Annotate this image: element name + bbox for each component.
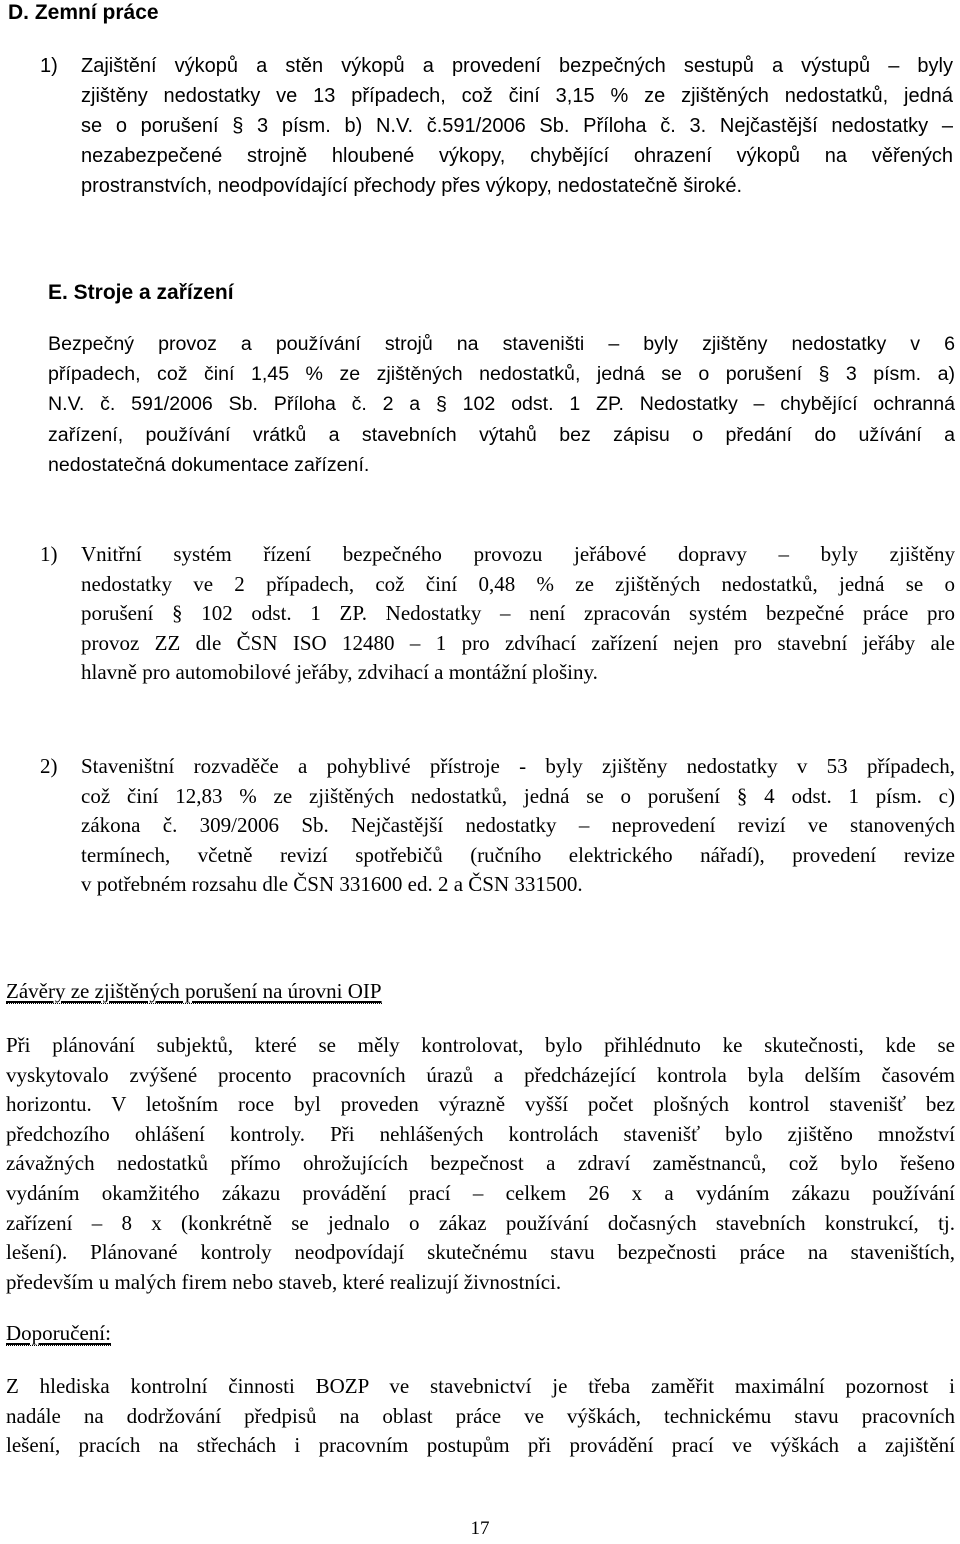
list-number: 2) <box>40 754 58 778</box>
paragraph-line: nadále na dodržování předpisů na oblast práce ve výškách, technickému stavu pracovních <box>6 1403 955 1428</box>
list-number: 1) <box>40 55 58 77</box>
paragraph-line: termínech, včetně revizí spotřebičů (ručního elektrického nářadí), provedení revize <box>81 842 955 867</box>
paragraph-line: nedostatky ve 2 případech, což činí 0,48 % ze zjištěných nedostatků, jedná se o <box>81 571 955 596</box>
conclusions-heading <box>6 977 382 1007</box>
list-number: 1) <box>40 542 58 566</box>
recommendation-paragraph <box>6 1372 955 1461</box>
paragraph-line: zařízení – 8 x (konkrétně se jednalo o zákaz používání dočasných stavebních konstrukcí, tj. <box>6 1210 955 1235</box>
paragraph-line: lešení). Plánované kontroly neodpovídají skutečnému stavu bezpečnosti práce na staveništích, <box>6 1240 955 1265</box>
paragraph-line: zařízení, používání vrátků a stavebních výtahů bez zápisu o předání do užívání a <box>48 423 955 446</box>
paragraph-line: horizontu. V letošním roce byl proveden výrazně vyšší počet plošných kontrol stavenišť bez <box>6 1092 955 1117</box>
conclusions-title: Závěry ze zjištěných porušení na úrovni OIP <box>6 979 382 1003</box>
paragraph-line: zjištěny nedostatky ve 13 případech, což činí 3,15 % ze zjištěných nedostatků, jedná <box>81 85 953 107</box>
paragraph-line: v potřebném rozsahu dle ČSN 331600 ed. 2 a ČSN 331500. <box>81 872 583 897</box>
paragraph-line: Vnitřní systém řízení bezpečného provozu jeřábové dopravy – byly zjištěny <box>81 542 955 566</box>
paragraph-line: lešení, pracích na střechách i pracovním postupům při provádění prací ve výškách a zajištění <box>6 1433 955 1458</box>
paragraph-line: předchozího ohlášení kontroly. Při nehlášených kontrolách stavenišť bylo zjištěno množství <box>6 1121 955 1146</box>
paragraph-line: což činí 12,83 % ze zjištěných nedostatků, jedná se o porušení § 4 odst. 1 písm. c) <box>81 783 955 808</box>
section-d-title: D. Zemní práce <box>8 1 159 24</box>
paragraph-line: provoz ZZ dle ČSN ISO 12480 – 1 pro zdvíhací zařízení nejen pro stavební jeřáby ale <box>81 630 955 655</box>
section-e-title: E. Stroje a zařízení <box>48 281 234 304</box>
paragraph-line: Zajištění výkopů a stěn výkopů a provedení bezpečných sestupů a výstupů – byly <box>81 55 953 77</box>
recommendation-heading <box>6 1319 111 1349</box>
paragraph-line: případech, což činí 1,45 % ze zjištěných nedostatků, jedná se o porušení § 3 písm. a) <box>48 363 955 386</box>
paragraph-line: zákona č. 309/2006 Sb. Nejčastější nedostatky – neprovedení revizí ve stanovených <box>81 813 955 838</box>
paragraph-line: závažných nedostatků přímo ohrožujících bezpečnost a zdraví zaměstnanců, což bylo řešeno <box>6 1151 955 1176</box>
paragraph-line: vyskytovalo zvýšené procento pracovních úrazů a předcházející kontrola byla delším časovém <box>6 1062 955 1087</box>
paragraph-line: Z hlediska kontrolní činnosti BOZP ve stavebnictví je třeba zaměřit maximální pozornost i <box>6 1374 955 1398</box>
paragraph-line: Staveništní rozvaděče a pohyblivé přístroje - byly zjištěny nedostatky v 53 případech, <box>81 754 955 778</box>
paragraph-line: hlavně pro automobilové jeřáby, zdvihací a montážní plošiny. <box>81 660 598 685</box>
paragraph-line: nedostatečná dokumentace zařízení. <box>48 453 370 476</box>
paragraph-line: vydáním okamžitého zákazu provádění prací – celkem 26 x a vydáním zákazu používání <box>6 1180 955 1205</box>
paragraph-line: N.V. č. 591/2006 Sb. Příloha č. 2 a § 102 odst. 1 ZP. Nedostatky – chybějící ochranná <box>48 393 955 416</box>
paragraph-line: Při plánování subjektů, které se měly kontrolovat, bylo přihlédnuto ke skutečnosti, kde se <box>6 1033 955 1057</box>
paragraph-line: prostranstvích, neodpovídající přechody přes výkopy, nedostatečně široké. <box>81 175 743 197</box>
recommendation-title: Doporučení: <box>6 1321 111 1345</box>
paragraph-line: nezabezpečené strojně hloubené výkopy, chybějící ohrazení výkopů na věřených <box>81 145 953 167</box>
page-number: 17 <box>470 1518 490 1539</box>
paragraph-line: se o porušení § 3 písm. b) N.V. č.591/2006 Sb. Příloha č. 3. Nejčastější nedostatky – <box>81 115 953 137</box>
section-e-paragraph <box>48 329 955 480</box>
conclusions-paragraph <box>6 1031 955 1297</box>
paragraph-line: především u malých firem nebo staveb, které realizují živnostníci. <box>6 1269 562 1294</box>
paragraph-line: Bezpečný provoz a používání strojů na staveništi – byly zjištěny nedostatky v 6 <box>48 333 955 355</box>
paragraph-line: porušení § 102 odst. 1 ZP. Nedostatky – není zpracován systém bezpečné práce pro <box>81 601 955 626</box>
